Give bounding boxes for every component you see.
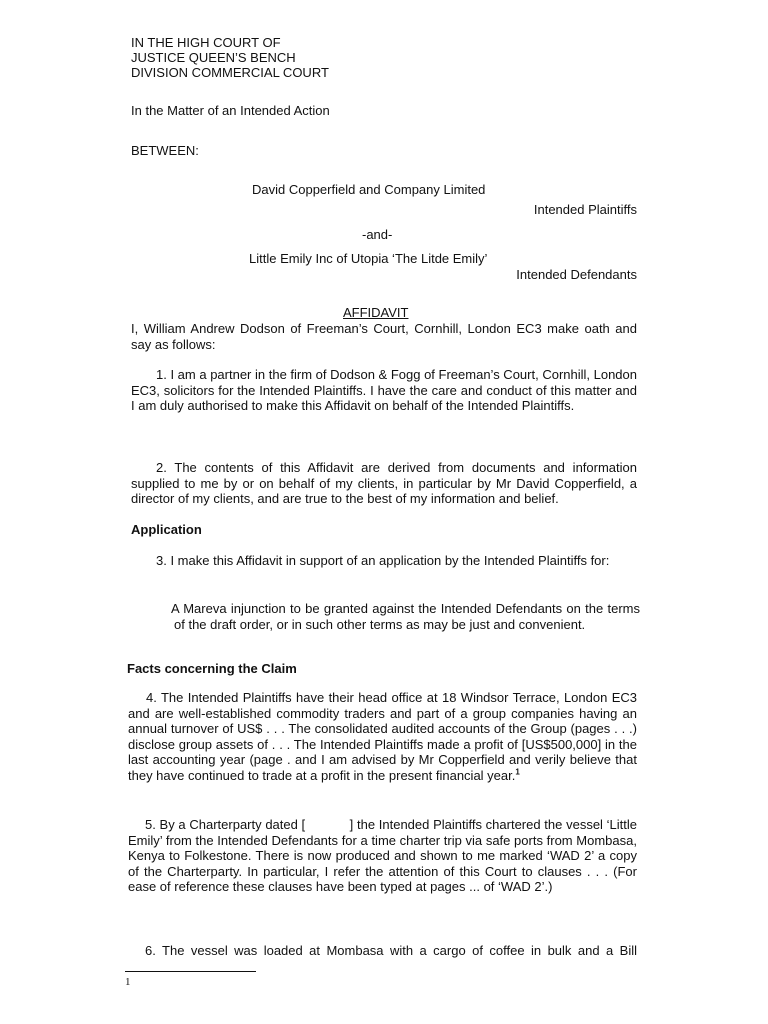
footnote-separator [125, 971, 256, 972]
court-line-3: DIVISION COMMERCIAL COURT [131, 65, 329, 80]
defendant-role: Intended Defendants [516, 267, 637, 282]
plaintiff-role: Intended Plaintiffs [533, 202, 637, 217]
affidavit-intro: I, William Andrew Dodson of Freeman’s Court, Cornhill, London EC3 make oath and say as follows: [131, 321, 637, 352]
paragraph-6: 6. The vessel was loaded at Mombasa with a cargo of coffee in bulk and a Bill [145, 943, 637, 958]
paragraph-4-text: 4. The Intended Plaintiffs have their head office at 18 Windsor Terrace, London EC3 and are well-established commodity traders and part of a group companies having an annual turnover of US$ . . . The consolidated audited accounts of the Group (pages . . .) disclose group assets of . . . The Intended Plaintiffs made a profit of [US$500,000] in the last accounting year (page . and I am advised by Mr Copperfield and verily believe that they have continued to trade at a profit in the present financial year. [128, 690, 637, 783]
court-line-2: JUSTICE QUEEN’S BENCH [131, 50, 296, 65]
paragraph-5: 5. By a Charterparty dated [ ] the Intended Plaintiffs chartered the vessel ‘Little Emily’ from the Intended Defendants for a time charter trip via safe ports from Mombasa, Kenya to Folkestone. There is now produced and shown to me marked ‘WAD 2’ a copy of the Charterparty. In particular, I refer the attention of this Court to clauses . . . (For ease of reference these clauses have been typed at pages ... of ‘WAD 2’.) [128, 817, 641, 894]
paragraph-3: 3. I make this Affidavit in support of an application by the Intended Plaintiffs for: [156, 553, 610, 568]
court-line-1: IN THE HIGH COURT OF [131, 35, 281, 50]
application-heading: Application [131, 522, 202, 537]
between-label: BETWEEN: [131, 143, 199, 158]
paragraph-4 [128, 690, 637, 783]
paragraph-3-quote: A Mareva injunction to be granted against the Intended Defendants on the terms of the draft order, or in such other terms as may be just and convenient. [171, 601, 640, 632]
paragraph-2: 2. The contents of this Affidavit are derived from documents and information supplied to me by or on behalf of my clients, in particular by Mr David Copperfield, a director of my clients, and are true to the best of my information and belief. [131, 460, 637, 506]
matter-line: In the Matter of an Intended Action [131, 103, 330, 118]
footnote-number: 1 [125, 976, 131, 988]
plaintiff-name: David Copperfield and Company Limited [252, 182, 486, 197]
facts-heading: Facts concerning the Claim [127, 661, 297, 676]
and-separator: -and- [362, 227, 393, 242]
footnote-ref-1[interactable]: 1 [515, 767, 520, 777]
defendant-name: Little Emily Inc of Utopia ‘The Litde Emily’ [249, 251, 488, 266]
affidavit-heading: AFFIDAVIT [343, 305, 409, 320]
paragraph-1: 1. I am a partner in the firm of Dodson & Fogg of Freeman’s Court, Cornhill, London EC3, solicitors for the Intended Plaintiffs. I have the care and conduct of this matter and I am duly authorised to make this Affidavit on behalf of the Intended Plaintiffs. [131, 367, 637, 413]
